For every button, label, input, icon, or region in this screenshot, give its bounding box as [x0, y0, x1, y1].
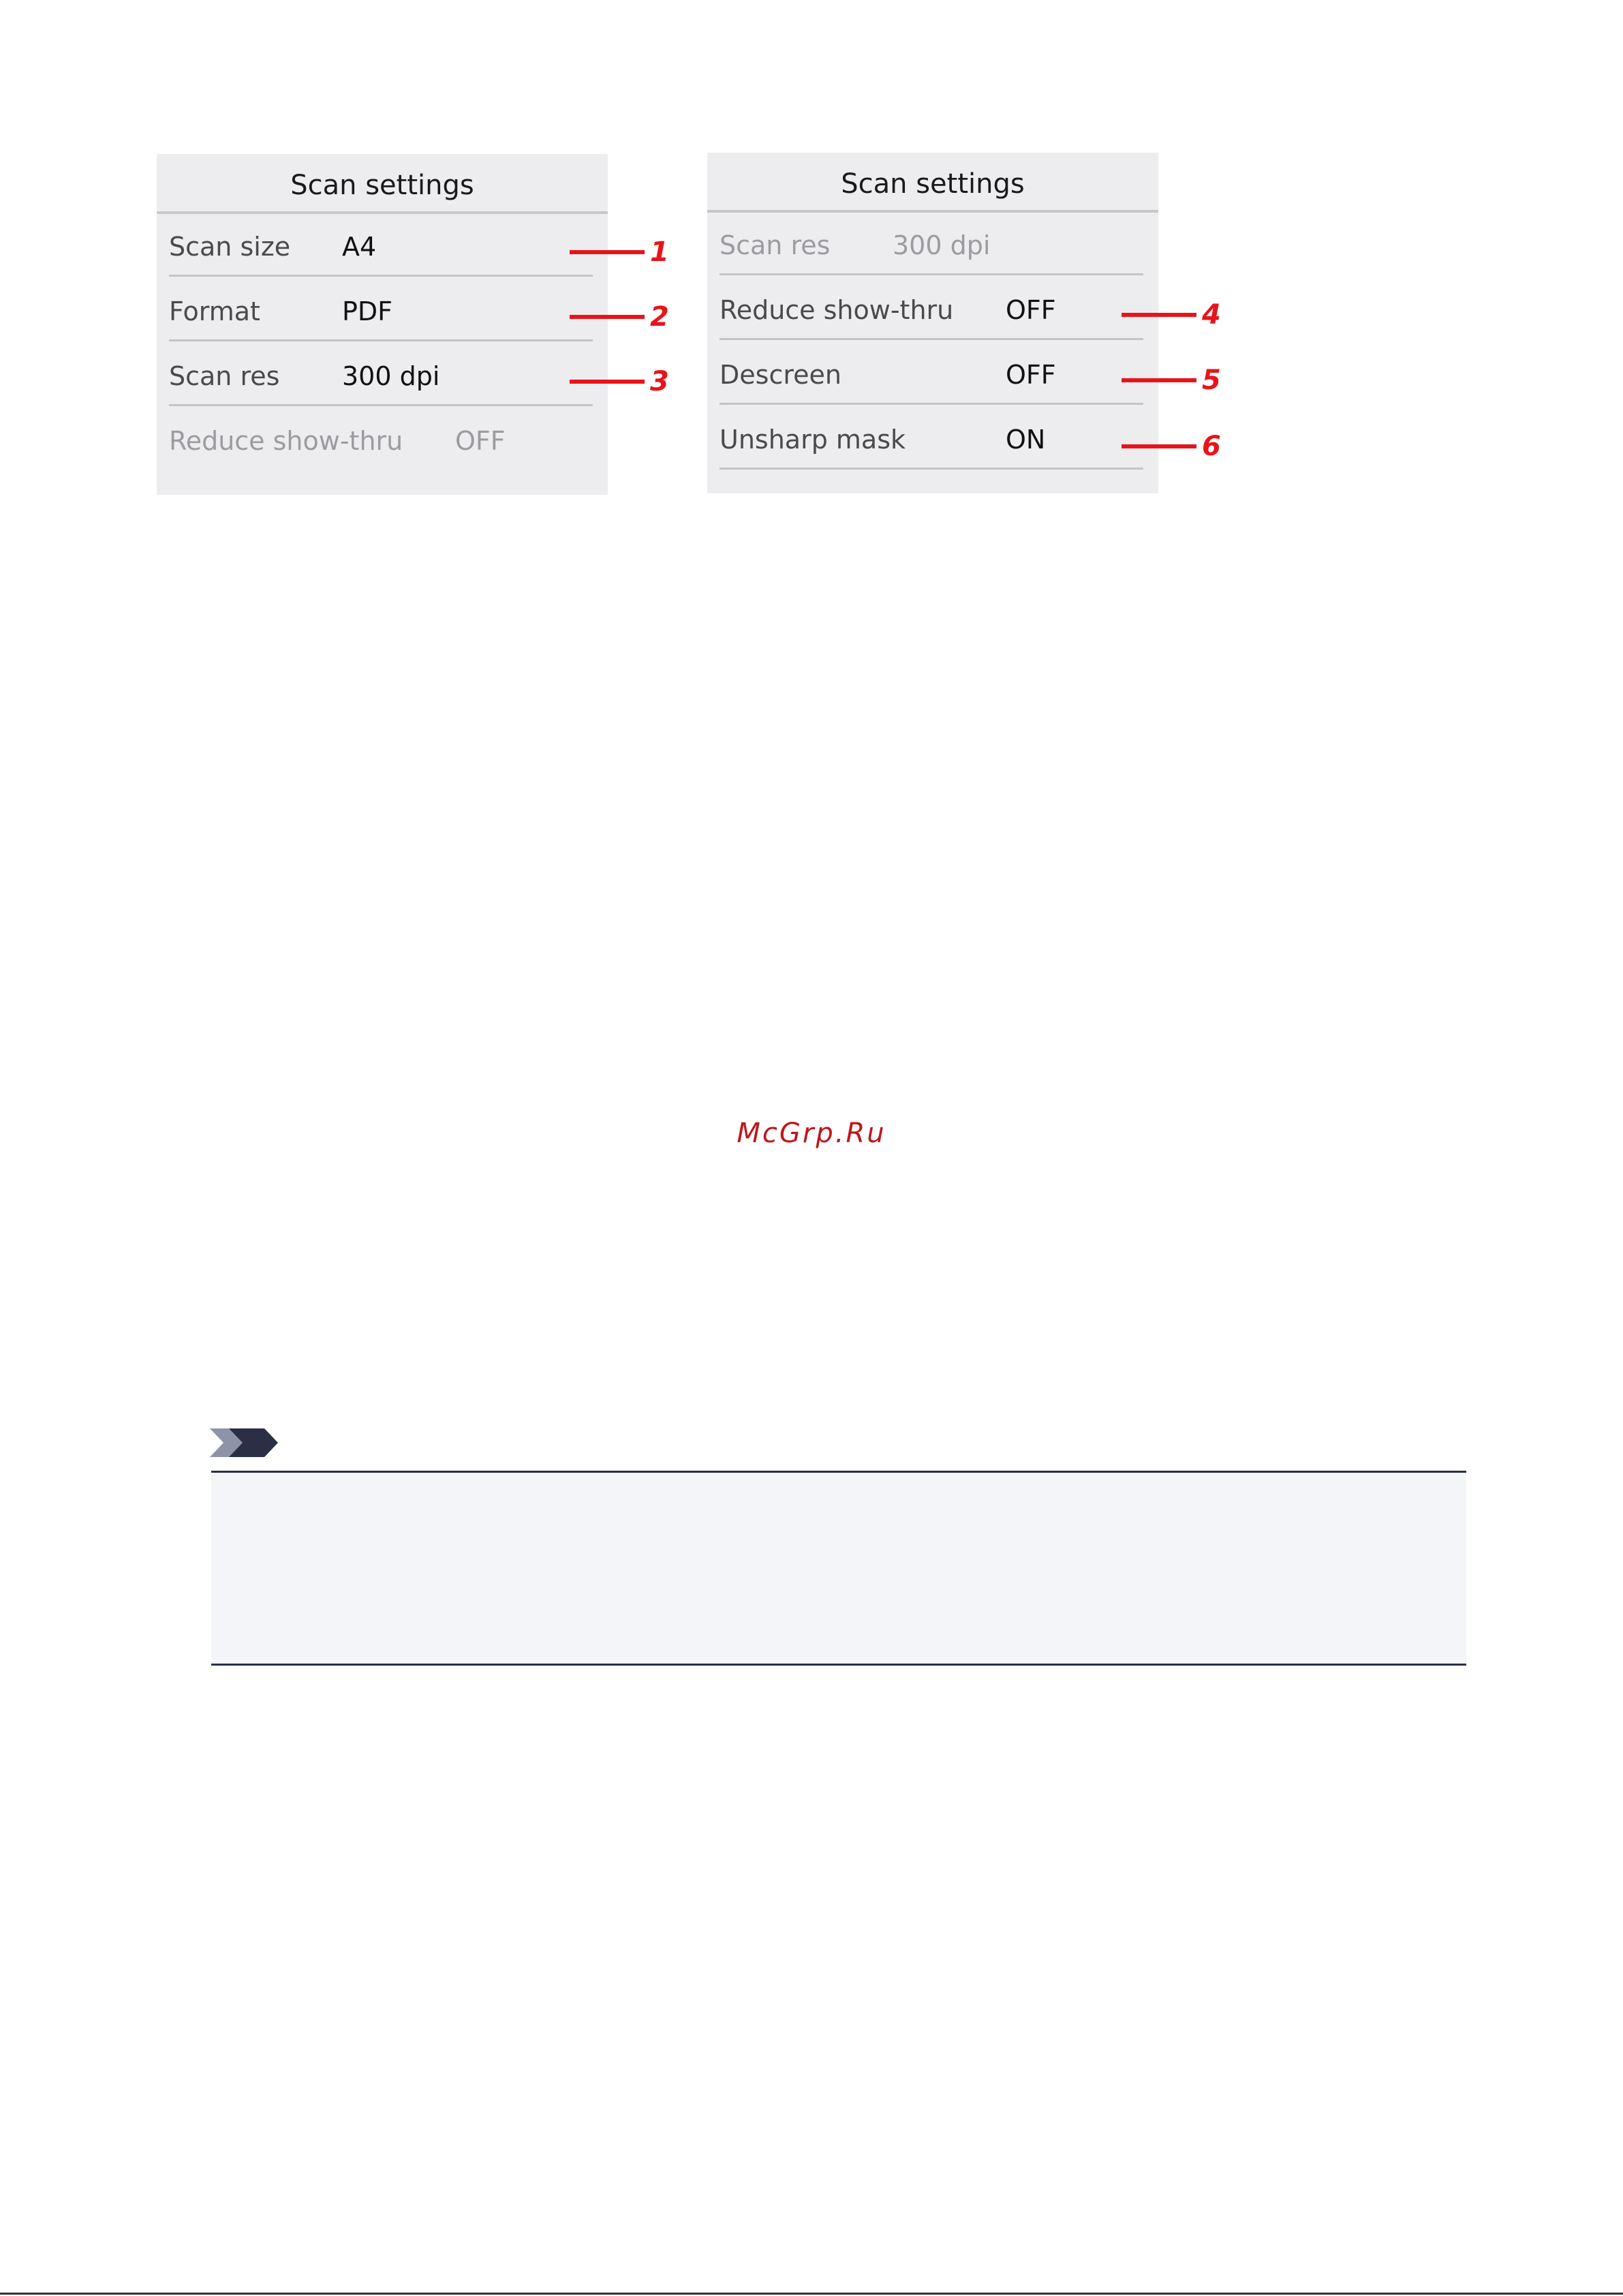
setting-value: A4	[342, 232, 377, 262]
setting-value: 300 dpi	[893, 230, 991, 260]
scan-settings-screen-1	[157, 154, 608, 495]
callout-2	[570, 300, 679, 334]
callout-1	[570, 235, 679, 269]
callout-line	[1122, 378, 1196, 382]
setting-label: Unsharp mask	[720, 425, 906, 455]
setting-row-scan-res[interactable]	[720, 213, 1143, 275]
setting-value: PDF	[342, 296, 393, 326]
callout-number: 3	[650, 366, 669, 397]
note-chevron-icon	[210, 1428, 278, 1457]
setting-value: 300 dpi	[342, 361, 440, 391]
callout-number: 6	[1202, 431, 1221, 462]
callout-line	[1122, 313, 1196, 317]
setting-value: ON	[1006, 425, 1046, 455]
setting-value: OFF	[455, 426, 506, 456]
setting-row-reduce-show-thru[interactable]	[720, 277, 1143, 340]
screen-title: Scan settings	[157, 154, 608, 214]
setting-label: Scan res	[169, 361, 280, 391]
setting-label: Scan res	[720, 230, 831, 260]
callout-line	[570, 380, 645, 384]
callout-line	[570, 250, 645, 254]
callout-6	[1122, 429, 1231, 463]
setting-value: OFF	[1006, 360, 1056, 390]
setting-label: Scan size	[169, 232, 291, 262]
callout-number: 4	[1202, 299, 1221, 331]
callout-number: 1	[650, 236, 669, 268]
setting-label: Reduce show-thru	[720, 295, 954, 325]
callout-3	[570, 365, 679, 399]
setting-label: Reduce show-thru	[169, 426, 403, 456]
watermark-text: McGrp.Ru	[737, 1118, 886, 1149]
callout-line	[570, 315, 645, 319]
setting-row-scan-res[interactable]	[169, 343, 593, 406]
callout-4	[1122, 298, 1231, 332]
setting-row-unsharp-mask[interactable]	[720, 407, 1143, 470]
callout-number: 5	[1202, 365, 1221, 396]
callout-number: 2	[650, 301, 669, 333]
setting-row-format[interactable]	[169, 279, 593, 341]
setting-row-descreen[interactable]	[720, 342, 1143, 405]
setting-row-reduce-show-thru[interactable]	[169, 408, 593, 471]
setting-row-scan-size[interactable]	[169, 214, 593, 277]
setting-value: OFF	[1006, 295, 1056, 325]
note-box	[211, 1471, 1466, 1666]
footer-divider	[0, 2293, 1623, 2295]
callout-5	[1122, 363, 1231, 397]
scan-settings-screen-2	[707, 153, 1158, 493]
setting-label: Format	[169, 296, 260, 326]
callout-line	[1122, 444, 1196, 448]
screen-title: Scan settings	[707, 153, 1158, 213]
setting-label: Descreen	[720, 360, 841, 390]
